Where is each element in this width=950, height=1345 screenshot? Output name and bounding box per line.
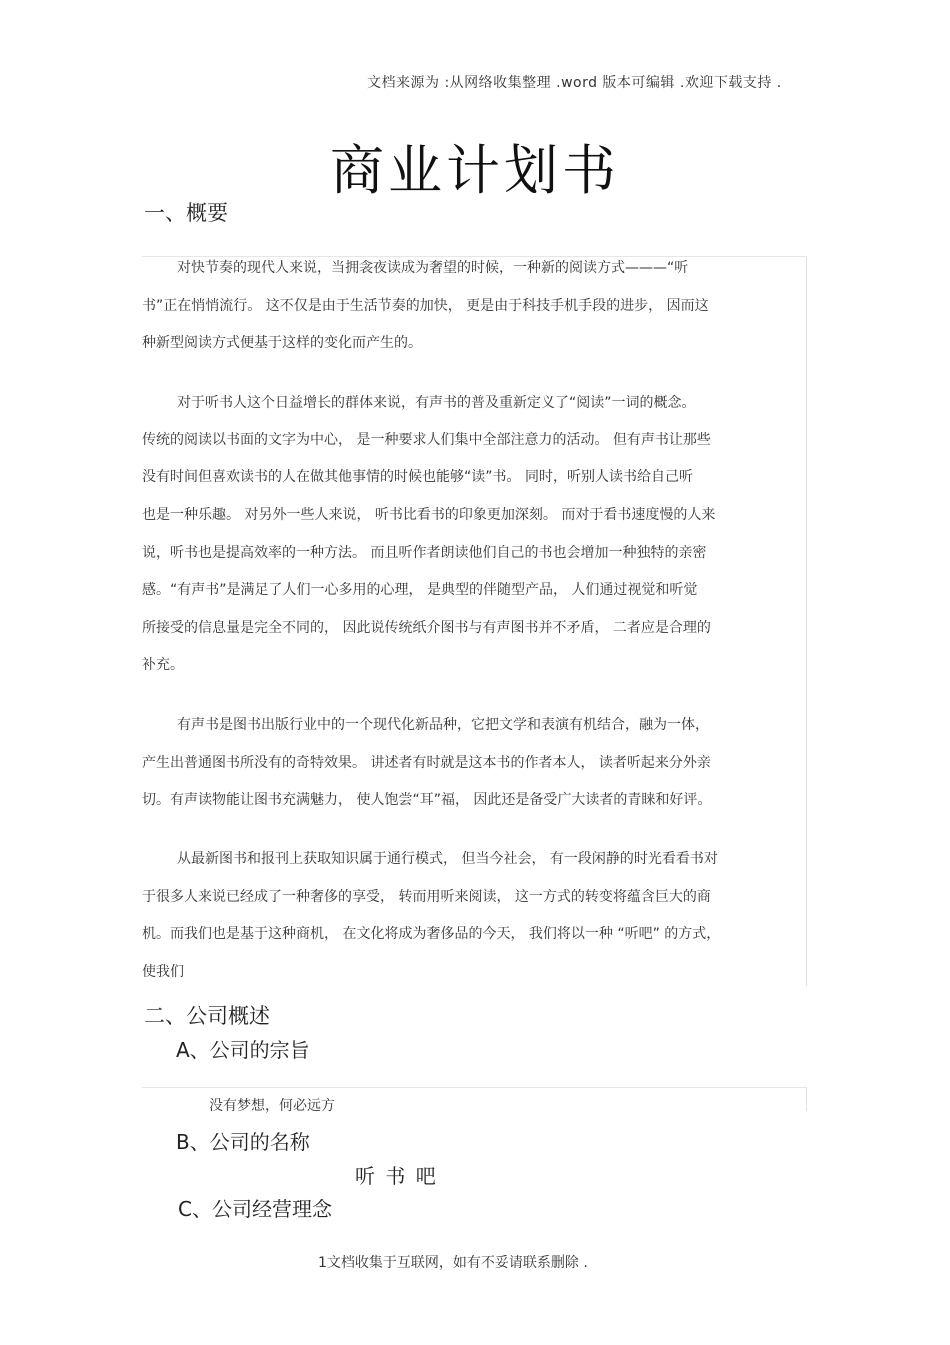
overview-line: 也是一种乐趣。 对另外一些人来说， 听书比看书的印象更加深刻。 而对于看书速度慢的人来 xyxy=(142,507,716,523)
overview-line: 传统的阅读以书面的文字为中心， 是一种要求人们集中全部注意力的活动。 但有声书让那些 xyxy=(142,432,711,448)
overview-line: 于很多人来说已经成了一种奢侈的享受， 转而用听来阅读， 这一方式的转变将蕴含巨大的商 xyxy=(142,889,711,905)
page-footer-note: 1文档收集于互联网，如有不妥请联系删除 . xyxy=(318,1255,588,1271)
overview-line: 说，听书也是提高效率的一种方法。 而且听作者朗读他们自己的书也会增加一种独特的亲密 xyxy=(142,545,707,561)
subheading-business-philosophy: C、公司经营理念 xyxy=(178,1197,332,1221)
overview-line: 对快节奏的现代人来说，当拥衾夜读成为奢望的时候，一种新的阅读方式———“听 xyxy=(177,260,689,276)
overview-line: 没有时间但喜欢读书的人在做其他事情的时候也能够“读”书。 同时，听别人读书给自己听 xyxy=(142,469,693,485)
page-header-note: 文档来源为 :从网络收集整理 .word 版本可编辑 .欢迎下载支持 . xyxy=(367,75,782,91)
subheading-company-purpose: A、公司的宗旨 xyxy=(176,1038,310,1062)
overview-line: 书”正在悄悄流行。 这不仅是由于生活节奏的加快， 更是由于科技手机手段的进步， 因而这 xyxy=(142,298,709,314)
overview-line: 产生出普通图书所没有的奇特效果。 讲述者有时就是这本书的作者本人， 读者听起来分外亲 xyxy=(142,755,711,771)
overview-body xyxy=(142,256,807,986)
company-purpose-text: 没有梦想，何必远方 xyxy=(209,1098,335,1114)
overview-line: 种新型阅读方式便基于这样的变化而产生的。 xyxy=(142,335,422,351)
document-title: 商业计划书 xyxy=(330,139,620,202)
subheading-company-name: B、公司的名称 xyxy=(176,1130,310,1154)
company-name: 听 书 吧 xyxy=(355,1164,438,1188)
section-heading-company-overview: 二、公司概述 xyxy=(144,1004,270,1028)
overview-line: 机。而我们也是基于这种商机， 在文化将成为奢侈品的今天， 我们将以一种 “听吧” 的方式， xyxy=(142,926,721,942)
overview-line: 有声书是图书出版行业中的一个现代化新品种，它把文学和表演有机结合，融为一体， xyxy=(177,717,709,733)
section-heading-overview: 一、概要 xyxy=(144,201,228,225)
overview-line: 对于听书人这个日益增长的群体来说，有声书的普及重新定义了“阅读”一词的概念。 xyxy=(177,395,696,411)
overview-line: 补充。 xyxy=(142,657,184,673)
company-purpose-box xyxy=(142,1087,807,1114)
purpose-top-rule xyxy=(142,1087,806,1088)
overview-line: 感。“有声书”是满足了人们一心多用的心理， 是典型的伴随型产品， 人们通过视觉和听觉 xyxy=(142,582,698,598)
overview-line: 从最新图书和报刊上获取知识属于通行模式， 但当今社会， 有一段闲静的时光看看书对 xyxy=(177,851,718,867)
overview-line: 所接受的信息量是完全不同的， 因此说传统纸介图书与有声图书并不矛盾， 二者应是合理的 xyxy=(142,620,711,636)
overview-line: 切。有声读物能让图书充满魅力， 使人饱尝“耳”福， 因此还是备受广大读者的青睐和好评。 xyxy=(142,792,712,808)
overview-line: 使我们 xyxy=(142,964,184,980)
